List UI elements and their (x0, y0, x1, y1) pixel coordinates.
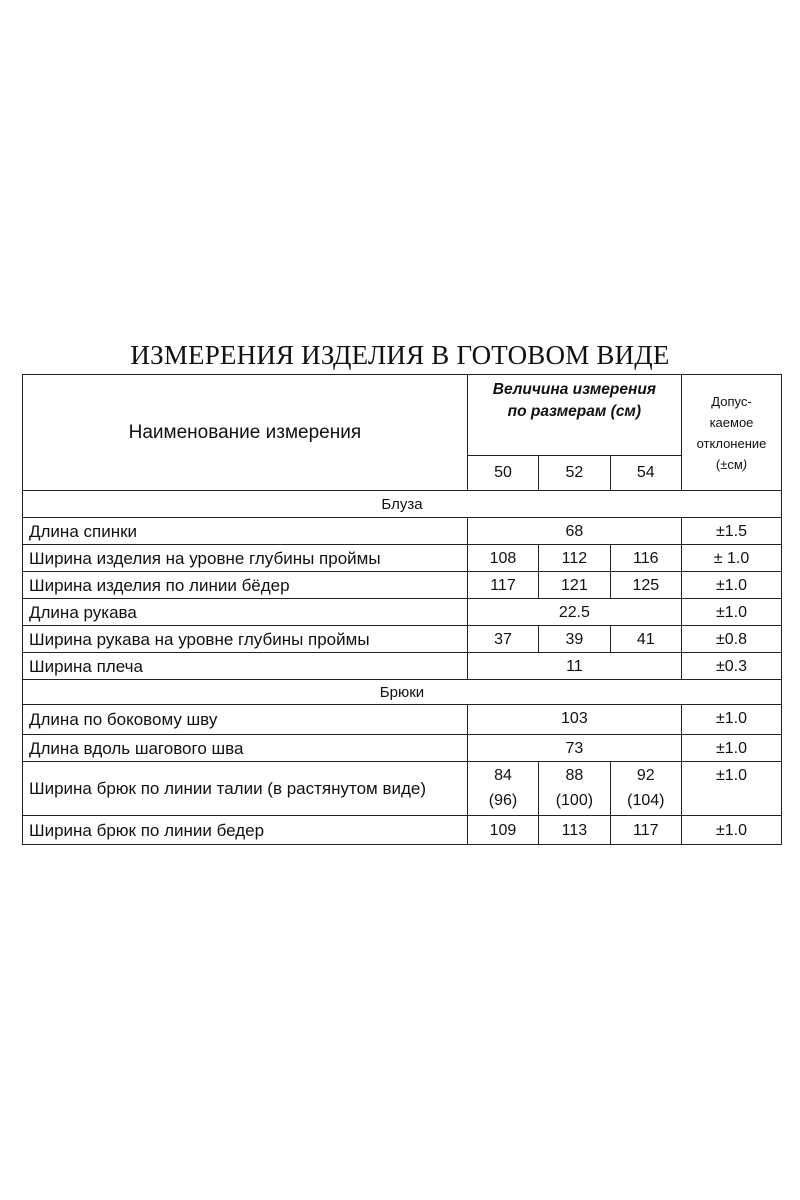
page-title: ИЗМЕРЕНИЯ ИЗДЕЛИЯ В ГОТОВОМ ВИДЕ (130, 340, 670, 370)
measure-tolerance: ±0.8 (682, 626, 782, 653)
section-title: Брюки (23, 680, 782, 705)
value-main: 84 (494, 767, 512, 784)
measure-value-50: 117 (467, 572, 538, 599)
header-row (23, 375, 782, 456)
header-tol-line1: Допус- (711, 393, 752, 409)
measure-value-54: 41 (610, 626, 681, 653)
measure-value: 73 (467, 735, 681, 762)
value-sub: (100) (555, 792, 594, 809)
measure-value-52: 113 (539, 816, 610, 845)
value-main: 88 (565, 767, 584, 784)
header-values-line1: Величина измерения (492, 381, 656, 398)
measure-value-50: 37 (467, 626, 538, 653)
section-row-trousers (23, 680, 782, 705)
measure-tolerance: ±1.0 (682, 735, 782, 762)
value-main: 92 (636, 767, 655, 784)
table-row (23, 545, 782, 572)
measure-tolerance: ±1.0 (682, 762, 782, 816)
measure-name: Ширина брюк по линии бедер (23, 816, 468, 845)
table-row (23, 762, 782, 816)
measure-name: Ширина плеча (23, 653, 468, 680)
measure-value-54: 125 (610, 572, 681, 599)
table-row (23, 626, 782, 653)
header-name-cell: Наименование измерения (23, 375, 468, 491)
measure-name: Длина рукава (23, 599, 468, 626)
measure-value-52: 39 (539, 626, 610, 653)
value-sub: (104) (627, 792, 665, 809)
measure-value: 11 (467, 653, 681, 680)
header-values-line2: по размерам (см) (507, 403, 642, 420)
measure-value: 103 (467, 705, 681, 735)
header-values-cell (467, 375, 681, 456)
measure-tolerance: ±1.0 (682, 816, 782, 845)
table-row (23, 599, 782, 626)
table-row (23, 653, 782, 680)
measure-name: Ширина брюк по линии талии (в растянутом виде) (23, 762, 468, 816)
measure-value-50: 108 (467, 545, 538, 572)
measure-value-54 (610, 762, 681, 816)
table-row (23, 735, 782, 762)
measure-name: Длина по боковому шву (23, 705, 468, 735)
tol-unit-paren: ) (742, 456, 748, 472)
section-title: Блуза (23, 491, 782, 518)
measurements-table (22, 374, 782, 845)
table-row (23, 572, 782, 599)
measure-value-50: 109 (467, 816, 538, 845)
measure-tolerance: ±1.0 (682, 572, 782, 599)
header-tol-line4 (688, 454, 775, 475)
measure-tolerance: ±1.0 (682, 599, 782, 626)
measure-value-54: 116 (610, 545, 681, 572)
measure-name: Длина спинки (23, 518, 468, 545)
header-tol-line2: каемое (709, 414, 754, 430)
measure-tolerance: ±1.0 (682, 705, 782, 735)
measure-value-52 (539, 762, 610, 816)
measure-value-52: 112 (539, 545, 610, 572)
table-row (23, 705, 782, 735)
measure-value-54: 117 (610, 816, 681, 845)
header-tolerance-cell (682, 375, 782, 491)
measure-name: Ширина изделия на уровне глубины проймы (23, 545, 468, 572)
header-tol-line3: отклонение (696, 435, 767, 451)
measure-value: 22.5 (467, 599, 681, 626)
measure-name: Ширина изделия по линии бёдер (23, 572, 468, 599)
measure-tolerance: ± 1.0 (682, 545, 782, 572)
measure-name: Ширина рукава на уровне глубины проймы (23, 626, 468, 653)
table-row (23, 816, 782, 845)
size-52: 52 (539, 456, 610, 491)
value-sub: (96) (488, 792, 518, 809)
tol-unit: (±см (715, 456, 743, 472)
measure-value-52: 121 (539, 572, 610, 599)
section-row-blouse (23, 491, 782, 518)
measure-name: Длина вдоль шагового шва (23, 735, 468, 762)
table-row (23, 518, 782, 545)
size-50: 50 (467, 456, 538, 491)
measure-tolerance: ±1.5 (682, 518, 782, 545)
size-54: 54 (610, 456, 681, 491)
measure-value-50 (467, 762, 538, 816)
measure-value: 68 (467, 518, 681, 545)
measure-tolerance: ±0.3 (682, 653, 782, 680)
